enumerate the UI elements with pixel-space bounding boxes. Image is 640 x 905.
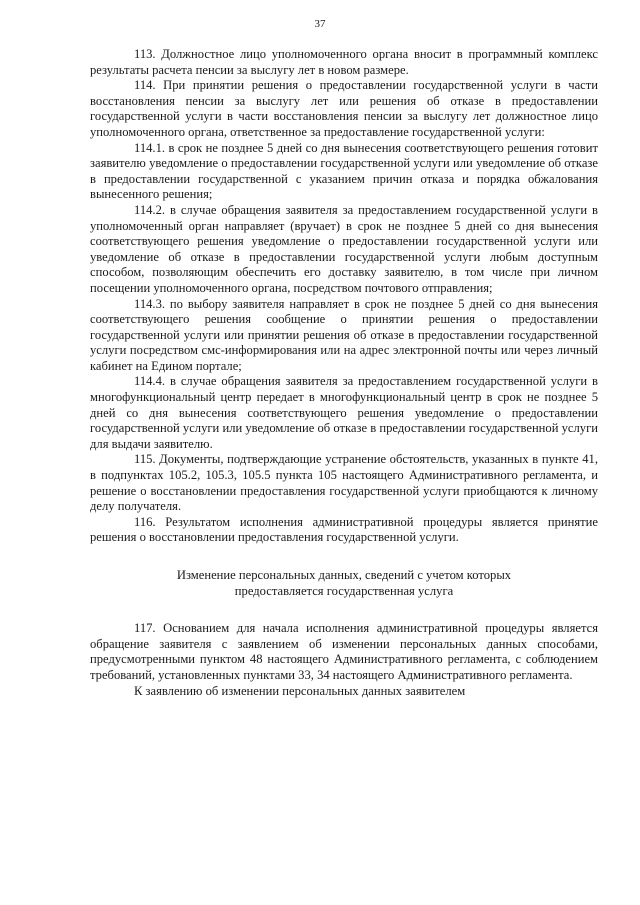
paragraph-114-1: 114.1. в срок не позднее 5 дней со дня вынесения соответствующего решения готовит заявителю уведомление о предоставлении государственной услуги или уведомление об отказе в предоставлении государственной с указанием причин отказа и порядка обжалования вынесенного решения; — [90, 140, 598, 202]
paragraph-116: 116. Результатом исполнения административной процедуры является принятие решения о восстановлении предоставления государственной услуги. — [90, 514, 598, 545]
paragraph-114-4: 114.4. в случае обращения заявителя за предоставлением государственной услуги в многофункциональный центр передает в многофункциональный центр в срок не позднее 5 дней со дня вынесения соответствующего решения уведомление о предоставлении государственной услуги или уведомление об отказе в предоставлении государственной услуги для выдачи заявителю. — [90, 374, 598, 451]
paragraph-114-3: 114.3. по выбору заявителя направляет в срок не позднее 5 дней со дня вынесения соответствующего решения сообщение о принятии решения о предоставлении государственной услуги или принятии решения об отказе в предоставлении государственной услуги посредством смс-информирования или на адрес электронной почты или через личный кабинет на Едином портале; — [90, 296, 598, 373]
document-body — [90, 47, 598, 699]
paragraph-117: 117. Основанием для начала исполнения административной процедуры является обращение заявителя с заявлением об изменении персональных данных способами, предусмотренными пунктом 48 настоящего Административного регламента, с соблюдением требований, установленных пунктами 33, 34 настоящего Административного регламента. — [90, 621, 598, 682]
paragraph-113: 113. Должностное лицо уполномоченного органа вносит в программный комплекс результаты расчета пенсии за выслугу лет в новом размере. — [90, 47, 598, 77]
paragraph-114: 114. При принятии решения о предоставлении государственной услуги в части восстановления пенсии за выслугу лет или решения об отказе в предоставлении государственной услуги в части восстановления пенсии за выслугу лет должностное лицо уполномоченного органа, ответственное за предоставление государственной услуги: — [90, 78, 598, 139]
section-heading — [90, 568, 598, 599]
page-number: 37 — [314, 18, 326, 30]
paragraph-115: 115. Документы, подтверждающие устранение обстоятельств, указанных в пункте 41, в подпунктах 105.2, 105.3, 105.5 пункта 105 настоящего Административного регламента, и решение о восстановлении предоставления государственной услуги приобщаются к личному делу получателя. — [90, 452, 598, 514]
paragraph-114-2: 114.2. в случае обращения заявителя за предоставлением государственной услуги в уполномоченный орган направляет (вручает) в срок не позднее 5 дней со дня вынесения соответствующего решения уведомление о предоставлении государственной услуги или уведомление об отказе в предоставлении государственной услуги любым доступным способом, позволяющим обеспечить его доставку заявителю, в том числе при личном посещении уполномоченного органа, посредством почтового отправления; — [90, 202, 598, 295]
paragraph-continuation: К заявлению об изменении персональных данных заявителем — [134, 683, 466, 698]
section-heading-line-2: предоставляется государственная услуга — [234, 583, 454, 598]
section-heading-line-1: Изменение персональных данных, сведений с учетом которых — [176, 568, 512, 582]
